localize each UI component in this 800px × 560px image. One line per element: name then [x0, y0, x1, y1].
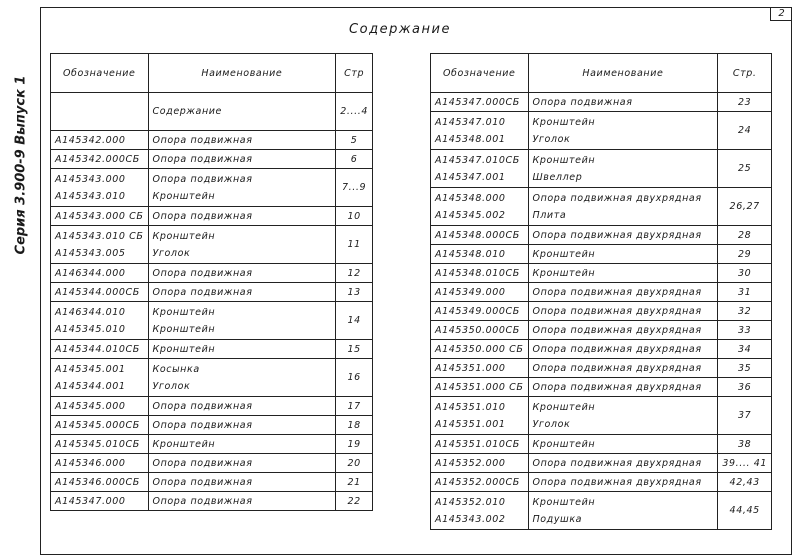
- designation-cell-line: А145345.010СБ: [55, 438, 140, 450]
- designation-cell-line: А145347.010СБ: [435, 154, 520, 166]
- table-row: [431, 435, 772, 454]
- designation-cell: [431, 245, 529, 264]
- table-row: [431, 150, 772, 188]
- name-cell-line: Опора подвижная двухрядная: [532, 362, 702, 374]
- designation-cell: [51, 226, 149, 264]
- designation-cell-line: А145342.000: [55, 134, 126, 146]
- designation-cell: [431, 264, 529, 283]
- header-page: Стр.: [718, 54, 772, 93]
- designation-cell-line: А145351.000: [435, 362, 506, 374]
- name-cell-line: Кронштейн: [532, 401, 596, 413]
- designation-cell: [51, 131, 149, 150]
- table-row: [431, 473, 772, 492]
- name-cell-line: Кронштейн: [532, 116, 596, 128]
- designation-cell-line: А145349.000СБ: [435, 305, 520, 317]
- name-cell-line: Опора подвижная двухрядная: [532, 457, 702, 469]
- table-row: [51, 435, 373, 454]
- designation-cell: [431, 378, 529, 397]
- name-cell: [528, 283, 718, 302]
- name-cell: [148, 302, 336, 340]
- designation-cell: [431, 473, 529, 492]
- side-label: [8, 70, 34, 260]
- page-cell: 37: [718, 397, 772, 435]
- designation-cell-line: А145347.010: [435, 116, 506, 128]
- contents-table-right: [430, 53, 772, 530]
- table-row: [51, 359, 373, 397]
- name-cell: [148, 492, 336, 511]
- designation-cell-line: А145351.001: [435, 418, 506, 430]
- name-cell-line: Опора подвижная двухрядная: [532, 476, 702, 488]
- designation-cell-line: А145347.000: [55, 495, 126, 507]
- designation-cell: [51, 340, 149, 359]
- name-cell-line: Уголок: [532, 418, 571, 430]
- table-row: [431, 264, 772, 283]
- page-cell: 42,43: [718, 473, 772, 492]
- designation-cell-line: А145352.010: [435, 496, 506, 508]
- name-cell-line: Швеллер: [532, 171, 583, 183]
- designation-cell-line: А145345.002: [435, 209, 506, 221]
- name-cell: [148, 226, 336, 264]
- table-row: [431, 226, 772, 245]
- name-cell: [148, 150, 336, 169]
- designation-cell-line: А145348.010: [435, 248, 506, 260]
- designation-cell-line: А145345.001: [55, 363, 126, 375]
- table-row: [431, 302, 772, 321]
- table-row: [431, 454, 772, 473]
- page-cell: 10: [336, 207, 373, 226]
- name-cell-line: Опора подвижная: [152, 134, 253, 146]
- name-cell: [528, 378, 718, 397]
- designation-cell-line: А145343.005: [55, 247, 126, 259]
- name-cell-line: Кронштейн: [152, 438, 216, 450]
- table-row: [51, 340, 373, 359]
- name-cell-line: Кронштейн: [152, 343, 216, 355]
- name-cell: [528, 340, 718, 359]
- designation-cell: [51, 435, 149, 454]
- page-cell: 30: [718, 264, 772, 283]
- name-cell-line: Опора подвижная: [152, 286, 253, 298]
- designation-cell-line: А145343.000 СБ: [55, 210, 144, 222]
- table-row: [51, 283, 373, 302]
- name-cell-line: Опора подвижная двухрядная: [532, 305, 702, 317]
- designation-cell-line: А145348.010СБ: [435, 267, 520, 279]
- name-cell: [528, 150, 718, 188]
- designation-cell: [51, 416, 149, 435]
- designation-cell: [51, 207, 149, 226]
- name-cell-line: Опора подвижная: [532, 96, 633, 108]
- designation-cell-line: А145344.000СБ: [55, 286, 140, 298]
- designation-cell-line: А145348.001: [435, 133, 506, 145]
- name-cell: [148, 283, 336, 302]
- designation-cell: [431, 226, 529, 245]
- page-cell: 35: [718, 359, 772, 378]
- name-cell: [148, 359, 336, 397]
- name-cell-line: Уголок: [152, 247, 191, 259]
- name-cell-line: Уголок: [532, 133, 571, 145]
- page-cell: 31: [718, 283, 772, 302]
- designation-cell-line: А145352.000СБ: [435, 476, 520, 488]
- name-cell: [148, 416, 336, 435]
- name-cell-line: Подушка: [532, 513, 583, 525]
- designation-cell: [51, 150, 149, 169]
- table-row: [431, 283, 772, 302]
- name-cell: [148, 207, 336, 226]
- designation-cell: [431, 283, 529, 302]
- page-number: 2: [770, 7, 792, 21]
- designation-cell: [51, 359, 149, 397]
- name-cell: [148, 397, 336, 416]
- designation-cell-line: А145346.000СБ: [55, 476, 140, 488]
- table-row: [431, 245, 772, 264]
- name-cell-line: Опора подвижная двухрядная: [532, 229, 702, 241]
- designation-cell: [431, 397, 529, 435]
- header-designation: Обозначение: [51, 54, 149, 93]
- designation-cell-line: А145347.000СБ: [435, 96, 520, 108]
- page-cell: 5: [336, 131, 373, 150]
- designation-cell: [51, 397, 149, 416]
- designation-cell-line: А145343.002: [435, 513, 506, 525]
- designation-cell: [431, 188, 529, 226]
- name-cell-line: Кронштейн: [532, 267, 596, 279]
- name-cell-line: Опора подвижная двухрядная: [532, 343, 702, 355]
- name-cell-line: Опора подвижная: [152, 210, 253, 222]
- name-cell-line: Косынка: [152, 363, 200, 375]
- designation-cell-line: А145344.001: [55, 380, 126, 392]
- designation-cell-line: А145352.000: [435, 457, 506, 469]
- table-row: [431, 378, 772, 397]
- page-cell: 25: [718, 150, 772, 188]
- name-cell-line: Кронштейн: [152, 230, 216, 242]
- name-cell-line: Уголок: [152, 380, 191, 392]
- name-cell: [148, 264, 336, 283]
- name-cell: [528, 302, 718, 321]
- page-cell: 32: [718, 302, 772, 321]
- name-cell: [528, 454, 718, 473]
- page-title: Содержание: [349, 22, 451, 37]
- designation-cell: [51, 169, 149, 207]
- page-cell: 28: [718, 226, 772, 245]
- page-cell: 38: [718, 435, 772, 454]
- designation-cell: [51, 264, 149, 283]
- designation-cell-line: А145350.000 СБ: [435, 343, 524, 355]
- table-row: [51, 264, 373, 283]
- table-row: [51, 302, 373, 340]
- contents-table-left: [50, 53, 373, 511]
- table-row: [51, 397, 373, 416]
- name-cell: [528, 264, 718, 283]
- name-cell-line: Опора подвижная: [152, 495, 253, 507]
- name-cell-line: Кронштейн: [532, 438, 596, 450]
- designation-cell: [431, 454, 529, 473]
- page-cell: 7...9: [336, 169, 373, 207]
- designation-cell: [431, 321, 529, 340]
- name-cell-line: Кронштейн: [532, 496, 596, 508]
- table-row: [431, 93, 772, 112]
- header-name: Наименование: [148, 54, 336, 93]
- designation-cell-line: А145345.000: [55, 400, 126, 412]
- page-cell: 15: [336, 340, 373, 359]
- page-cell: 16: [336, 359, 373, 397]
- designation-cell-line: А145349.000: [435, 286, 506, 298]
- name-cell: [148, 435, 336, 454]
- name-cell: [528, 492, 718, 530]
- name-cell-line: Опора подвижная двухрядная: [532, 286, 702, 298]
- designation-cell-line: А145343.010 СБ: [55, 230, 144, 242]
- designation-cell: [431, 359, 529, 378]
- designation-cell-line: А145348.000СБ: [435, 229, 520, 241]
- name-cell: [528, 226, 718, 245]
- designation-cell: [51, 473, 149, 492]
- designation-cell-line: А146344.000: [55, 267, 126, 279]
- designation-cell-line: А145347.001: [435, 171, 506, 183]
- table-row: [51, 150, 373, 169]
- designation-cell-line: А145351.010СБ: [435, 438, 520, 450]
- page-cell: 13: [336, 283, 373, 302]
- name-cell-line: Опора подвижная двухрядная: [532, 381, 702, 393]
- designation-cell: [431, 435, 529, 454]
- name-cell: [528, 435, 718, 454]
- name-cell: [528, 245, 718, 264]
- name-cell: [148, 473, 336, 492]
- name-cell: [528, 112, 718, 150]
- page-cell: 24: [718, 112, 772, 150]
- table-row: [431, 397, 772, 435]
- page-cell: 18: [336, 416, 373, 435]
- page-cell: 44,45: [718, 492, 772, 530]
- designation-cell-line: А145348.000: [435, 192, 506, 204]
- page-cell: 33: [718, 321, 772, 340]
- table-row: [431, 359, 772, 378]
- table-header-row: [431, 54, 772, 93]
- designation-cell: [431, 150, 529, 188]
- page-cell: 39.... 41: [718, 454, 772, 473]
- table-row: [51, 93, 373, 131]
- name-cell: [528, 321, 718, 340]
- designation-cell: [51, 454, 149, 473]
- page-cell: 22: [336, 492, 373, 511]
- name-cell: [148, 93, 336, 131]
- designation-cell: [51, 492, 149, 511]
- designation-cell-line: А145350.000СБ: [435, 324, 520, 336]
- name-cell: [148, 169, 336, 207]
- page-cell: 14: [336, 302, 373, 340]
- designation-cell-line: А145351.010: [435, 401, 506, 413]
- designation-cell-line: А145343.010: [55, 190, 126, 202]
- name-cell: [528, 397, 718, 435]
- name-cell-line: Кронштейн: [532, 154, 596, 166]
- name-cell-line: Опора подвижная: [152, 267, 253, 279]
- designation-cell-line: А145345.000СБ: [55, 419, 140, 431]
- name-cell-line: Опора подвижная: [152, 476, 253, 488]
- name-cell-line: Опора подвижная двухрядная: [532, 192, 702, 204]
- page-cell: 36: [718, 378, 772, 397]
- designation-cell: [51, 283, 149, 302]
- designation-cell: [431, 112, 529, 150]
- name-cell-line: Кронштейн: [152, 323, 216, 335]
- page-cell: 26,27: [718, 188, 772, 226]
- page-cell: 29: [718, 245, 772, 264]
- designation-cell-line: А145344.010СБ: [55, 343, 140, 355]
- designation-cell: [51, 302, 149, 340]
- name-cell-line: Кронштейн: [152, 306, 216, 318]
- name-cell-line: Содержание: [152, 106, 222, 117]
- name-cell-line: Опора подвижная: [152, 419, 253, 431]
- designation-cell-line: А145343.000: [55, 173, 126, 185]
- table-row: [431, 321, 772, 340]
- table-row: [431, 188, 772, 226]
- designation-cell: [431, 492, 529, 530]
- page-cell: 11: [336, 226, 373, 264]
- page-cell: 17: [336, 397, 373, 416]
- page-cell: 34: [718, 340, 772, 359]
- page-cell: 19: [336, 435, 373, 454]
- table-row: [51, 169, 373, 207]
- designation-cell: [431, 302, 529, 321]
- designation-cell-line: А145345.010: [55, 323, 126, 335]
- page-cell: 6: [336, 150, 373, 169]
- table-row: [51, 226, 373, 264]
- designation-cell-line: А145351.000 СБ: [435, 381, 524, 393]
- table-row: [51, 492, 373, 511]
- page-cell: 23: [718, 93, 772, 112]
- table-row: [51, 473, 373, 492]
- designation-cell-line: А145342.000СБ: [55, 153, 140, 165]
- name-cell: [528, 473, 718, 492]
- name-cell-line: Кронштейн: [152, 190, 216, 202]
- name-cell: [148, 340, 336, 359]
- name-cell-line: Опора подвижная: [152, 400, 253, 412]
- table-row: [431, 340, 772, 359]
- name-cell-line: Опора подвижная двухрядная: [532, 324, 702, 336]
- table-row: [431, 492, 772, 530]
- name-cell: [528, 93, 718, 112]
- name-cell: [528, 188, 718, 226]
- page-cell: 21: [336, 473, 373, 492]
- header-page: Стр: [336, 54, 373, 93]
- name-cell: [148, 454, 336, 473]
- designation-cell-line: А145346.000: [55, 457, 126, 469]
- name-cell-line: Плита: [532, 209, 567, 221]
- header-name: Наименование: [528, 54, 718, 93]
- table-header-row: [51, 54, 373, 93]
- name-cell: [528, 359, 718, 378]
- page-cell: 2....4: [336, 93, 373, 131]
- name-cell: [148, 131, 336, 150]
- table-row: [51, 454, 373, 473]
- page-cell: 12: [336, 264, 373, 283]
- designation-cell: [51, 93, 149, 131]
- table-row: [431, 112, 772, 150]
- table-row: [51, 416, 373, 435]
- name-cell-line: Опора подвижная: [152, 173, 253, 185]
- name-cell-line: Кронштейн: [532, 248, 596, 260]
- page-cell: 20: [336, 454, 373, 473]
- name-cell-line: Опора подвижная: [152, 153, 253, 165]
- designation-cell: [431, 93, 529, 112]
- designation-cell: [431, 340, 529, 359]
- table-row: [51, 131, 373, 150]
- series-label: Серия 3.900-9 Выпуск 1: [13, 75, 29, 255]
- name-cell-line: Опора подвижная: [152, 457, 253, 469]
- table-row: [51, 207, 373, 226]
- header-designation: Обозначение: [431, 54, 529, 93]
- designation-cell-line: А146344.010: [55, 306, 126, 318]
